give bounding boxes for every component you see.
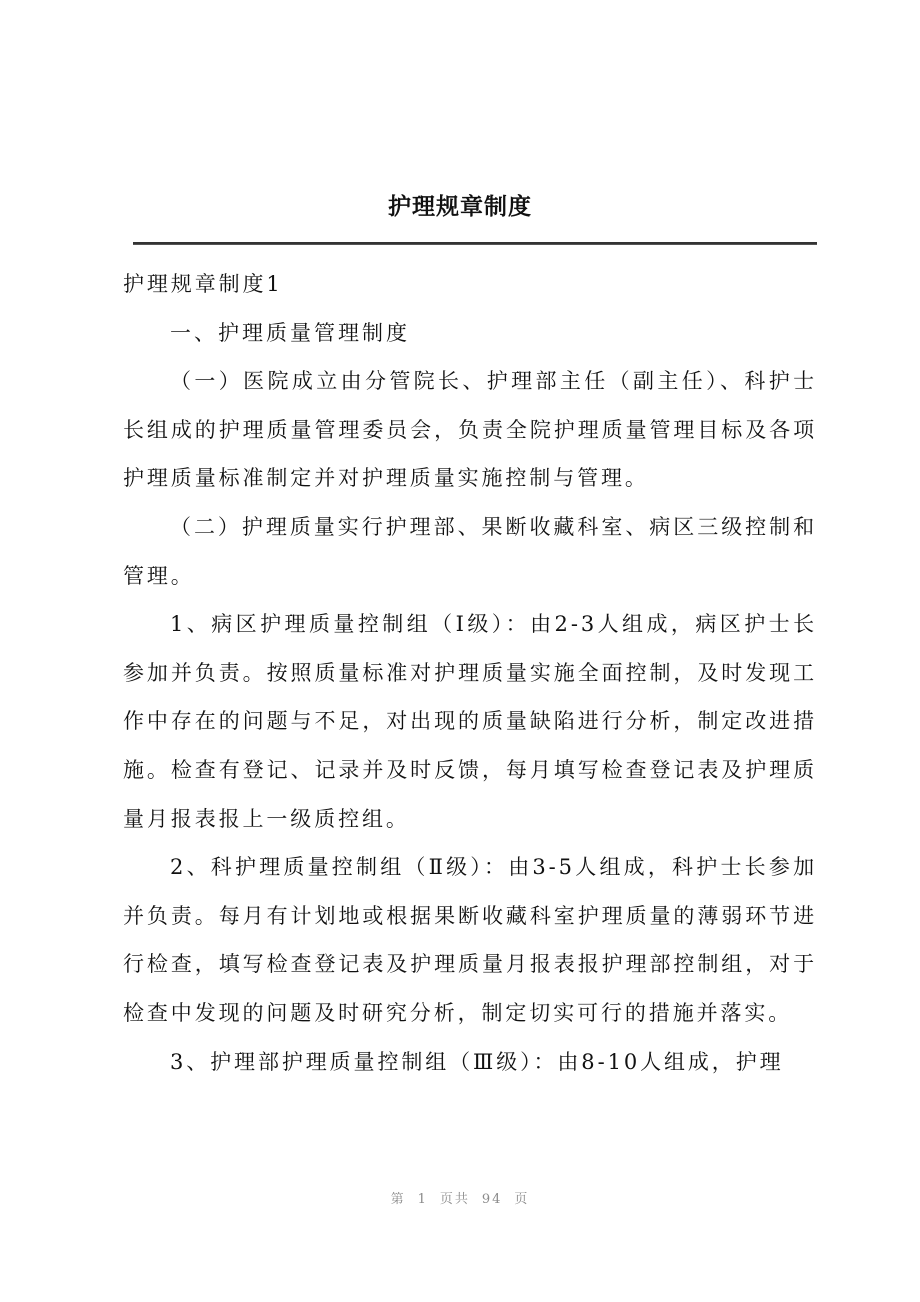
footer-total-pages: 94 (481, 1192, 503, 1207)
paragraph-committee: （一）医院成立由分管院长、护理部主任（副主任）、科护士长组成的护理质量管理委员会，负责全院护理质量管理目标及各项护理质量标准制定并对护理质量实施控制与管理。 (123, 369, 817, 491)
section-title: 护理规章制度1 (123, 272, 283, 296)
document-body (123, 260, 817, 1086)
page-footer (0, 1188, 920, 1207)
paragraph-level-2: 2、科护理质量控制组（Ⅱ级）：由3-5人组成，科护士长参加并负责。每月有计划地或根据果断收藏科室护理质量的薄弱环节进行检查，填写检查登记表及护理质量月报表报护理部控制组，对于检查中发现的问题及时研究分析，制定切实可行的措施并落实。 (123, 855, 817, 1025)
paragraph-level-3: 3、护理部护理质量控制组（Ⅲ级）：由8-10人组成，护理 (170, 1049, 784, 1074)
section-heading: 一、护理质量管理制度 (170, 320, 410, 345)
footer-current-page: 1 (417, 1192, 428, 1207)
footer-middle: 页共 (439, 1192, 470, 1207)
title-double-rule (133, 242, 817, 245)
document-title: 护理规章制度 (388, 194, 532, 220)
paragraph-level-1: 1、病区护理质量控制组（Ⅰ级）：由2-3人组成，病区护士长参加并负责。按照质量标准对护理质量实施全面控制，及时发现工作中存在的问题与不足，对出现的质量缺陷进行分析，制定改进措施。检查有登记、记录并及时反馈，每月填写检查登记表及护理质量月报表报上一级质控组。 (123, 612, 817, 831)
footer-suffix: 页 (514, 1192, 530, 1207)
paragraph-three-levels: （二）护理质量实行护理部、果断收藏科室、病区三级控制和管理。 (123, 514, 817, 588)
footer-prefix: 第 (390, 1192, 406, 1207)
